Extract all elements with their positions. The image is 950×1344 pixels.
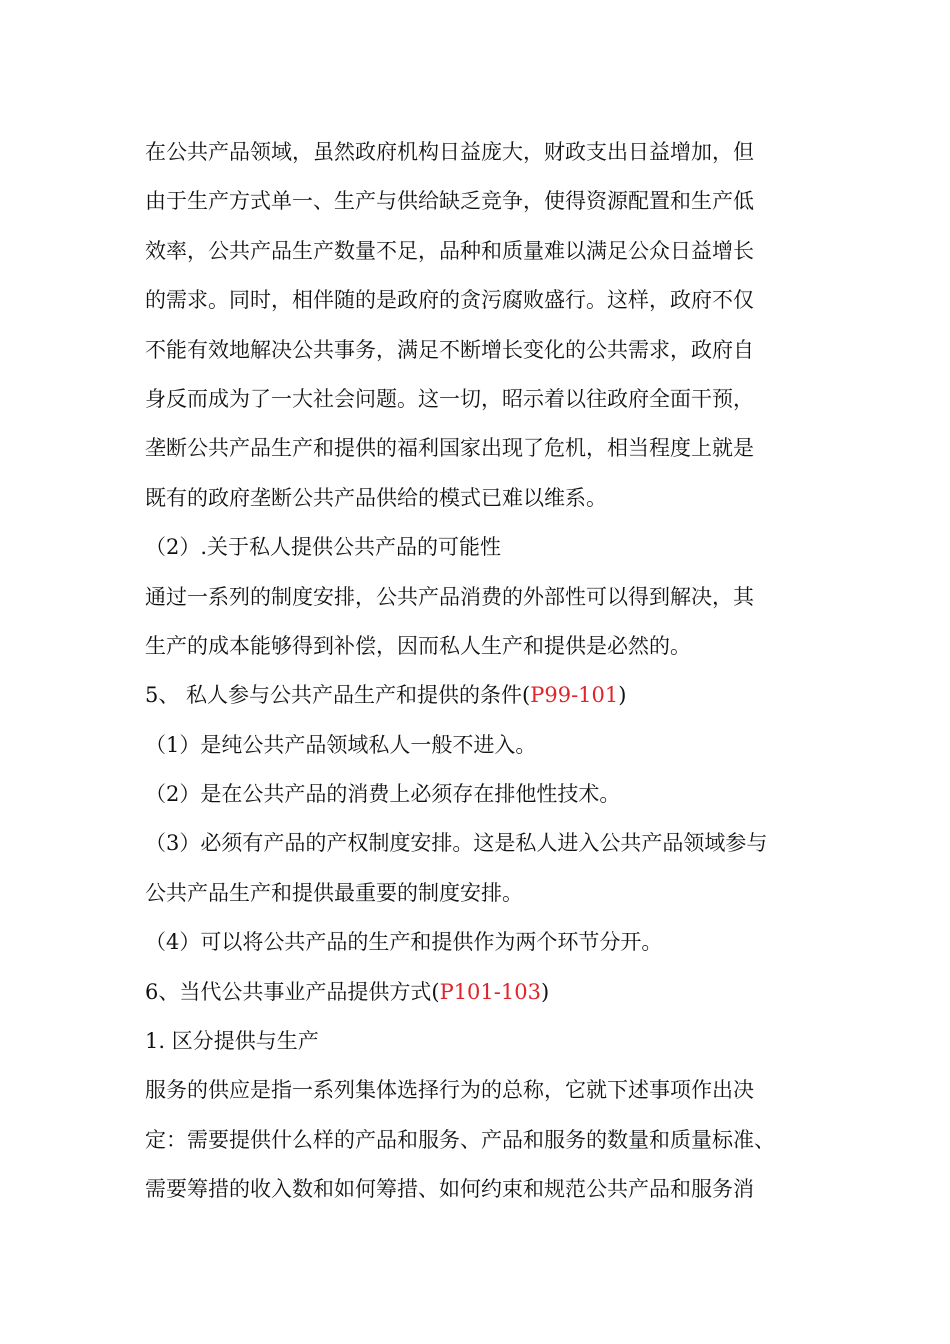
- section-heading-6: [145, 968, 825, 1017]
- list-item-2: [145, 770, 825, 819]
- line-text: 的需求。同时，相伴随的是政府的贪污腐败盛行。这样，政府不仅: [145, 288, 754, 313]
- list-item-4: [145, 918, 825, 967]
- line-text: 服务的供应是指一系列集体选择行为的总称，它就下述事项作出决: [145, 1078, 754, 1103]
- body-line: [145, 1116, 825, 1165]
- body-line: [145, 1165, 825, 1214]
- document-body: [145, 128, 825, 1215]
- body-line: [145, 128, 825, 177]
- line-text: 1. 区分提供与生产: [145, 1029, 319, 1054]
- body-line: [145, 869, 825, 918]
- line-text: 需要筹措的收入数和如何筹措、如何约束和规范公共产品和服务消: [145, 1177, 754, 1202]
- line-text: （4）可以将公共产品的生产和提供作为两个环节分开。: [145, 930, 663, 955]
- line-text: 身反而成为了一大社会问题。这一切，昭示着以往政府全面干预，: [145, 386, 754, 411]
- body-line: [145, 474, 825, 523]
- line-text: 公共产品生产和提供最重要的制度安排。: [145, 880, 523, 905]
- body-line: [145, 276, 825, 325]
- heading-text: 5、 私人参与公共产品生产和提供的条件(: [145, 683, 531, 708]
- list-item-3: [145, 819, 825, 868]
- list-item-1: [145, 721, 825, 770]
- subheading-1: [145, 1017, 825, 1066]
- body-line: [145, 424, 825, 473]
- body-line: [145, 177, 825, 226]
- line-text: 既有的政府垄断公共产品供给的模式已难以维系。: [145, 485, 607, 510]
- body-line: [145, 326, 825, 375]
- line-text: 通过一系列的制度安排，公共产品消费的外部性可以得到解决，其: [145, 584, 754, 609]
- page-reference: P99-101: [530, 683, 619, 708]
- body-line: [145, 375, 825, 424]
- line-text: （2）是在公共产品的消费上必须存在排他性技术。: [145, 782, 621, 807]
- line-text: 在公共产品领域，虽然政府机构日益庞大，财政支出日益增加，但: [145, 140, 754, 164]
- body-line: [145, 622, 825, 671]
- section-heading-2: [145, 523, 825, 572]
- line-text: 不能有效地解决公共事务，满足不断增长变化的公共需求，政府自: [145, 337, 754, 362]
- line-text: 垄断公共产品生产和提供的福利国家出现了危机，相当程度上就是: [145, 436, 754, 461]
- heading-text: 6、当代公共事业产品提供方式(: [145, 979, 440, 1004]
- section-heading-5: [145, 671, 825, 720]
- line-text: 效率，公共产品生产数量不足，品种和质量难以满足公众日益增长: [145, 238, 754, 263]
- line-text: 由于生产方式单一、生产与供给缺乏竞争，使得资源配置和生产低: [145, 189, 754, 214]
- body-line: [145, 227, 825, 276]
- line-text: （1）是纯公共产品领域私人一般不进入。: [145, 732, 537, 757]
- page-reference: P101-103: [439, 979, 541, 1004]
- body-line: [145, 1066, 825, 1115]
- body-line: [145, 573, 825, 622]
- line-text: 定：需要提供什么样的产品和服务、产品和服务的数量和质量标准、: [145, 1127, 775, 1152]
- line-text: 生产的成本能够得到补偿，因而私人生产和提供是必然的。: [145, 633, 691, 658]
- heading-close-paren: ): [540, 979, 550, 1004]
- line-text: （3）必须有产品的产权制度安排。这是私人进入公共产品领域参与: [145, 831, 768, 856]
- heading-close-paren: ): [618, 683, 627, 708]
- line-text: （2）.关于私人提供公共产品的可能性: [145, 535, 502, 560]
